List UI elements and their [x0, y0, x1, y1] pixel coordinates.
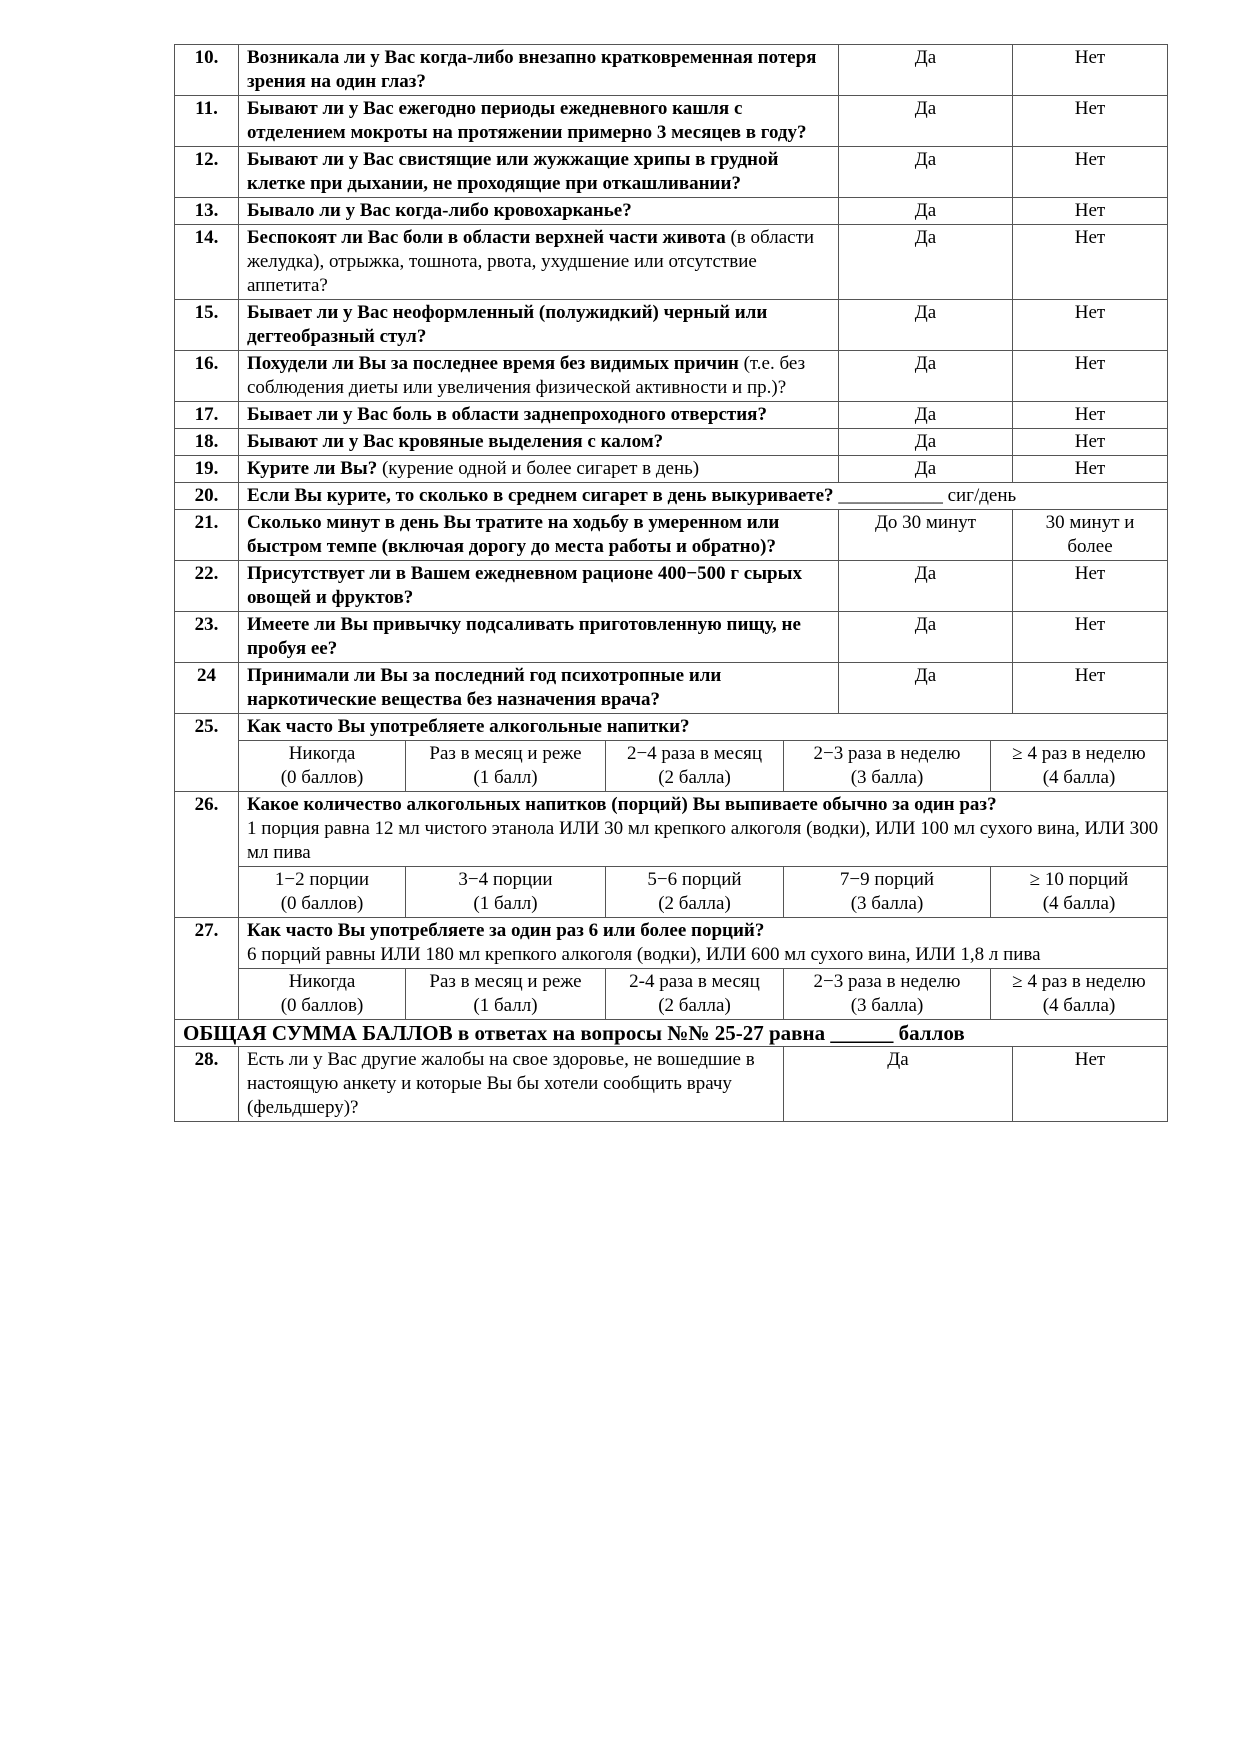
- question-row-15: [175, 300, 1168, 351]
- question-row-24: [175, 663, 1168, 714]
- answer-no[interactable]: Нет: [1013, 351, 1168, 402]
- question-text: Беспокоят ли Вас боли в области верхней части живота (в области желудка), отрыжка, тошнота, рвота, ухудшение или отсутствие аппетита?: [239, 225, 839, 300]
- question-row-12: [175, 147, 1168, 198]
- option-3[interactable]: 2−3 раза в неделю (3 балла): [784, 969, 991, 1020]
- question-number: 19.: [175, 456, 239, 483]
- answer-no[interactable]: Нет: [1013, 663, 1168, 714]
- answer-yes[interactable]: Да: [839, 561, 1013, 612]
- option-3[interactable]: 7−9 порций (3 балла): [784, 867, 991, 918]
- question-text: Какое количество алкогольных напитков (порций) Вы выпиваете обычно за один раз? 1 порция равна 12 мл чистого этанола ИЛИ 30 мл крепкого алкоголя (водки), ИЛИ 100 мл сухого вина, ИЛИ 300 мл пива: [239, 792, 1168, 867]
- option-3[interactable]: 2−3 раза в неделю (3 балла): [784, 741, 991, 792]
- options-row-27: [175, 969, 1168, 1020]
- answer-no[interactable]: Нет: [1013, 1047, 1168, 1122]
- answer-yes[interactable]: Да: [839, 612, 1013, 663]
- option-0[interactable]: 1−2 порции (0 баллов): [239, 867, 406, 918]
- question-text: Бывает ли у Вас неоформленный (полужидкий) черный или дегтеобразный стул?: [239, 300, 839, 351]
- answer-no[interactable]: Нет: [1013, 300, 1168, 351]
- answer-yes[interactable]: Да: [839, 225, 1013, 300]
- answer-no[interactable]: Нет: [1013, 225, 1168, 300]
- answer-yes[interactable]: Да: [839, 300, 1013, 351]
- answer-yes[interactable]: Да: [839, 96, 1013, 147]
- question-row-11: [175, 96, 1168, 147]
- answer-no[interactable]: Нет: [1013, 561, 1168, 612]
- answer-no[interactable]: Нет: [1013, 429, 1168, 456]
- answer-no[interactable]: Нет: [1013, 402, 1168, 429]
- question-row-16: [175, 351, 1168, 402]
- answer-yes[interactable]: Да: [839, 402, 1013, 429]
- question-number: 27.: [175, 918, 239, 1020]
- question-note: 6 порций равны ИЛИ 180 мл крепкого алкоголя (водки), ИЛИ 600 мл сухого вина, ИЛИ 1,8 л пива: [247, 944, 1041, 965]
- question-row-13: [175, 198, 1168, 225]
- answer-30-min-or-more[interactable]: 30 минут и более: [1013, 510, 1168, 561]
- answer-yes[interactable]: Да: [839, 45, 1013, 96]
- answer-no[interactable]: Нет: [1013, 612, 1168, 663]
- question-number: 20.: [175, 483, 239, 510]
- answer-no[interactable]: Нет: [1013, 456, 1168, 483]
- question-text: Сколько минут в день Вы тратите на ходьбу в умеренном или быстром темпе (включая дорогу до места работы и обратно)?: [239, 510, 839, 561]
- question-number: 15.: [175, 300, 239, 351]
- question-number: 16.: [175, 351, 239, 402]
- question-text: Принимали ли Вы за последний год психотропные или наркотические вещества без назначения врача?: [239, 663, 839, 714]
- question-row-17: [175, 402, 1168, 429]
- answer-no[interactable]: Нет: [1013, 198, 1168, 225]
- answer-yes[interactable]: Да: [839, 456, 1013, 483]
- question-text[interactable]: Если Вы курите, то сколько в среднем сигарет в день выкуриваете? ___________ сиг/день: [239, 483, 1168, 510]
- question-number: 12.: [175, 147, 239, 198]
- question-row-23: [175, 612, 1168, 663]
- answer-yes[interactable]: Да: [839, 429, 1013, 456]
- question-text: Курите ли Вы? (курение одной и более сигарет в день): [239, 456, 839, 483]
- option-1[interactable]: 3−4 порции (1 балл): [406, 867, 606, 918]
- answer-yes[interactable]: Да: [839, 663, 1013, 714]
- question-text: Бывают ли у Вас ежегодно периоды ежедневного кашля с отделением мокроты на протяжении примерно 3 месяцев в году?: [239, 96, 839, 147]
- question-row-19: [175, 456, 1168, 483]
- options-row-26: [175, 867, 1168, 918]
- question-number: 22.: [175, 561, 239, 612]
- answer-no[interactable]: Нет: [1013, 147, 1168, 198]
- question-number: 13.: [175, 198, 239, 225]
- question-number: 14.: [175, 225, 239, 300]
- question-text: Бывают ли у Вас кровяные выделения с калом?: [239, 429, 839, 456]
- option-2[interactable]: 2-4 раза в месяц (2 балла): [606, 969, 784, 1020]
- question-number: 28.: [175, 1047, 239, 1122]
- question-number: 25.: [175, 714, 239, 792]
- option-4[interactable]: ≥ 4 раз в неделю (4 балла): [991, 969, 1168, 1020]
- question-text: Похудели ли Вы за последнее время без видимых причин (т.е. без соблюдения диеты или увеличения физической активности и пр.)?: [239, 351, 839, 402]
- question-row-14: [175, 225, 1168, 300]
- option-1[interactable]: Раз в месяц и реже (1 балл): [406, 969, 606, 1020]
- question-text: Бывает ли у Вас боль в области заднепроходного отверстия?: [239, 402, 839, 429]
- question-row-27: [175, 918, 1168, 969]
- question-number: 21.: [175, 510, 239, 561]
- question-text: Есть ли у Вас другие жалобы на свое здоровье, не вошедшие в настоящую анкету и которые Вы бы хотели сообщить врачу (фельдшеру)?: [239, 1047, 784, 1122]
- total-score-text[interactable]: ОБЩАЯ СУММА БАЛЛОВ в ответах на вопросы №№ 25-27 равна ______ баллов: [175, 1020, 1168, 1047]
- question-text: Как часто Вы употребляете за один раз 6 или более порций? 6 порций равны ИЛИ 180 мл крепкого алкоголя (водки), ИЛИ 600 мл сухого вина, ИЛИ 1,8 л пива: [239, 918, 1168, 969]
- question-row-18: [175, 429, 1168, 456]
- question-number: 26.: [175, 792, 239, 918]
- questionnaire-table: [174, 44, 1168, 1122]
- question-number: 11.: [175, 96, 239, 147]
- question-row-26: [175, 792, 1168, 867]
- question-number: 10.: [175, 45, 239, 96]
- question-number: 24: [175, 663, 239, 714]
- question-text: Бывало ли у Вас когда-либо кровохарканье?: [239, 198, 839, 225]
- question-row-22: [175, 561, 1168, 612]
- total-score-row: [175, 1020, 1168, 1047]
- options-row-25: [175, 741, 1168, 792]
- answer-yes[interactable]: Да: [839, 351, 1013, 402]
- answer-no[interactable]: Нет: [1013, 96, 1168, 147]
- option-4[interactable]: ≥ 10 порций (4 балла): [991, 867, 1168, 918]
- answer-yes[interactable]: Да: [784, 1047, 1013, 1122]
- question-number: 18.: [175, 429, 239, 456]
- question-number: 23.: [175, 612, 239, 663]
- option-2[interactable]: 2−4 раза в месяц (2 балла): [606, 741, 784, 792]
- question-text: Возникала ли у Вас когда-либо внезапно кратковременная потеря зрения на один глаз?: [239, 45, 839, 96]
- question-text: Бывают ли у Вас свистящие или жужжащие хрипы в грудной клетке при дыхании, не проходящие при откашливании?: [239, 147, 839, 198]
- answer-yes[interactable]: Да: [839, 198, 1013, 225]
- option-2[interactable]: 5−6 порций (2 балла): [606, 867, 784, 918]
- question-row-21: [175, 510, 1168, 561]
- option-0[interactable]: Никогда (0 баллов): [239, 741, 406, 792]
- option-0[interactable]: Никогда (0 баллов): [239, 969, 406, 1020]
- question-row-28: [175, 1047, 1168, 1122]
- answer-no[interactable]: Нет: [1013, 45, 1168, 96]
- option-1[interactable]: Раз в месяц и реже (1 балл): [406, 741, 606, 792]
- question-note: 1 порция равна 12 мл чистого этанола ИЛИ 30 мл крепкого алкоголя (водки), ИЛИ 100 мл сухого вина, ИЛИ 300 мл пива: [247, 818, 1159, 863]
- question-row-10: [175, 45, 1168, 96]
- question-row-25: [175, 714, 1168, 741]
- question-number: 17.: [175, 402, 239, 429]
- question-text: Имеете ли Вы привычку подсаливать приготовленную пищу, не пробуя ее?: [239, 612, 839, 663]
- question-text: Присутствует ли в Вашем ежедневном рационе 400−500 г сырых овощей и фруктов?: [239, 561, 839, 612]
- question-text: Как часто Вы употребляете алкогольные напитки?: [239, 714, 1168, 741]
- question-row-20: [175, 483, 1168, 510]
- cigarettes-per-day-field[interactable]: ___________ сиг/день: [833, 485, 1017, 506]
- answer-under-30-min[interactable]: До 30 минут: [839, 510, 1013, 561]
- option-4[interactable]: ≥ 4 раз в неделю (4 балла): [991, 741, 1168, 792]
- answer-yes[interactable]: Да: [839, 147, 1013, 198]
